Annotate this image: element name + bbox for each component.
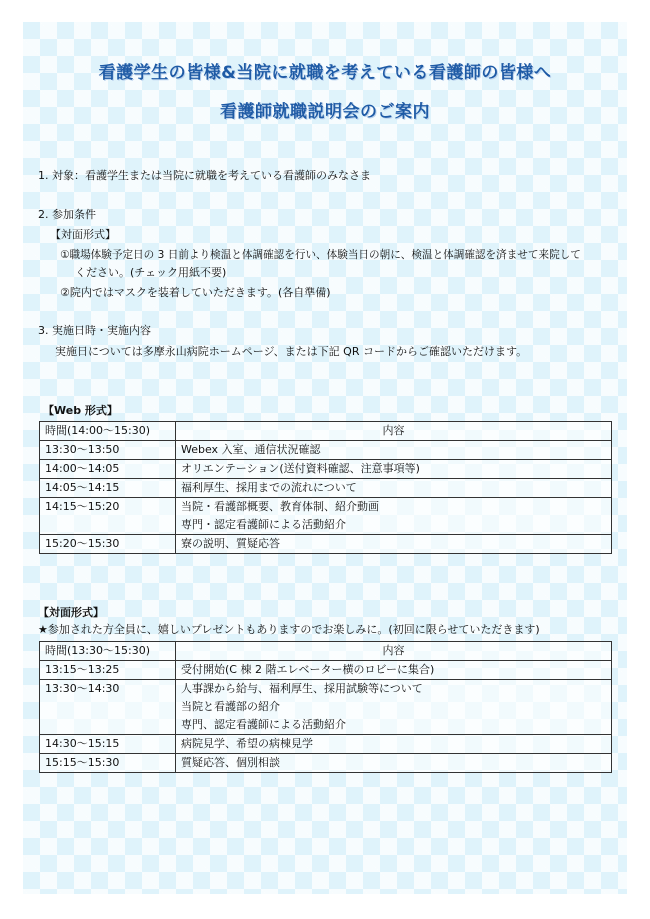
time-cell: 13:30～13:50 — [40, 441, 176, 460]
content-line: 専門・認定看護師による活動紹介 — [181, 518, 346, 531]
content-cell: 寮の説明、質疑応答 — [176, 535, 612, 554]
conditions-heading: 2. 参加条件 — [38, 208, 96, 221]
time-header: 時間(13:30～15:30) — [40, 642, 176, 661]
time-cell: 14:00～14:05 — [40, 460, 176, 479]
table-row — [40, 535, 612, 554]
present-note: ★参加された方全員に、嬉しいプレゼントもありますのでお楽しみに。(初回に限らせていただきます) — [38, 623, 540, 636]
table-row — [40, 735, 612, 754]
schedule-note: 実施日については多摩永山病院ホームページ、または下記 QR コードからご確認いただけます。 — [55, 345, 528, 358]
content-header: 内容 — [176, 642, 612, 661]
content-cell: 質疑応答、個別相談 — [176, 754, 612, 773]
table-row — [40, 661, 612, 680]
conditions-subheading: 【対面形式】 — [50, 228, 116, 241]
web-format-label: 【Web 形式】 — [43, 404, 118, 417]
page-title: 看護学生の皆様&当院に就職を考えている看護師の皆様へ — [98, 63, 552, 83]
inperson-schedule-table — [39, 641, 612, 773]
table-row — [40, 680, 612, 735]
content-cell — [176, 680, 612, 735]
condition-1: ①職場体験予定日の 3 日前より検温と体調確認を行い、体験当日の朝に、検温と体調確認を済ませて来院して — [60, 249, 581, 261]
content-cell: Webex 入室、通信状況確認 — [176, 441, 612, 460]
table-header-row — [40, 642, 612, 661]
table-row — [40, 754, 612, 773]
web-schedule-table — [39, 421, 612, 554]
table-row — [40, 441, 612, 460]
content-line: 当院と看護部の紹介 — [181, 700, 280, 713]
condition-1-continued: ください。(チェック用紙不要) — [75, 266, 227, 279]
inperson-format-label: 【対面形式】 — [38, 606, 104, 619]
schedule-heading: 3. 実施日時・実施内容 — [38, 324, 151, 337]
table-row — [40, 498, 612, 535]
content-cell: 福利厚生、採用までの流れについて — [176, 479, 612, 498]
content-line: 人事課から給与、福利厚生、採用試験等について — [181, 682, 423, 695]
time-cell: 14:30～15:15 — [40, 735, 176, 754]
time-cell: 14:15～15:20 — [40, 498, 176, 535]
target-audience: 1. 対象：看護学生または当院に就職を考えている看護師のみなさま — [38, 169, 371, 182]
table-row — [40, 479, 612, 498]
content-line: 当院・看護部概要、教育体制、紹介動画 — [181, 500, 379, 513]
time-cell: 15:15～15:30 — [40, 754, 176, 773]
time-cell: 13:30～14:30 — [40, 680, 176, 735]
time-cell: 13:15～13:25 — [40, 661, 176, 680]
content-header: 内容 — [176, 422, 612, 441]
content-line: 専門、認定看護師による活動紹介 — [181, 718, 346, 731]
table-header-row — [40, 422, 612, 441]
page-subtitle: 看護師就職説明会のご案内 — [220, 102, 430, 122]
content-cell — [176, 498, 612, 535]
content-cell: オリエンテーション(送付資料確認、注意事項等) — [176, 460, 612, 479]
content-cell: 病院見学、希望の病棟見学 — [176, 735, 612, 754]
time-cell: 14:05～14:15 — [40, 479, 176, 498]
time-header: 時間(14:00～15:30) — [40, 422, 176, 441]
content-cell: 受付開始(C 棟 2 階エレベーター横のロビーに集合) — [176, 661, 612, 680]
condition-2: ②院内ではマスクを装着していただきます。(各自準備) — [60, 286, 331, 299]
time-cell: 15:20～15:30 — [40, 535, 176, 554]
table-row — [40, 460, 612, 479]
